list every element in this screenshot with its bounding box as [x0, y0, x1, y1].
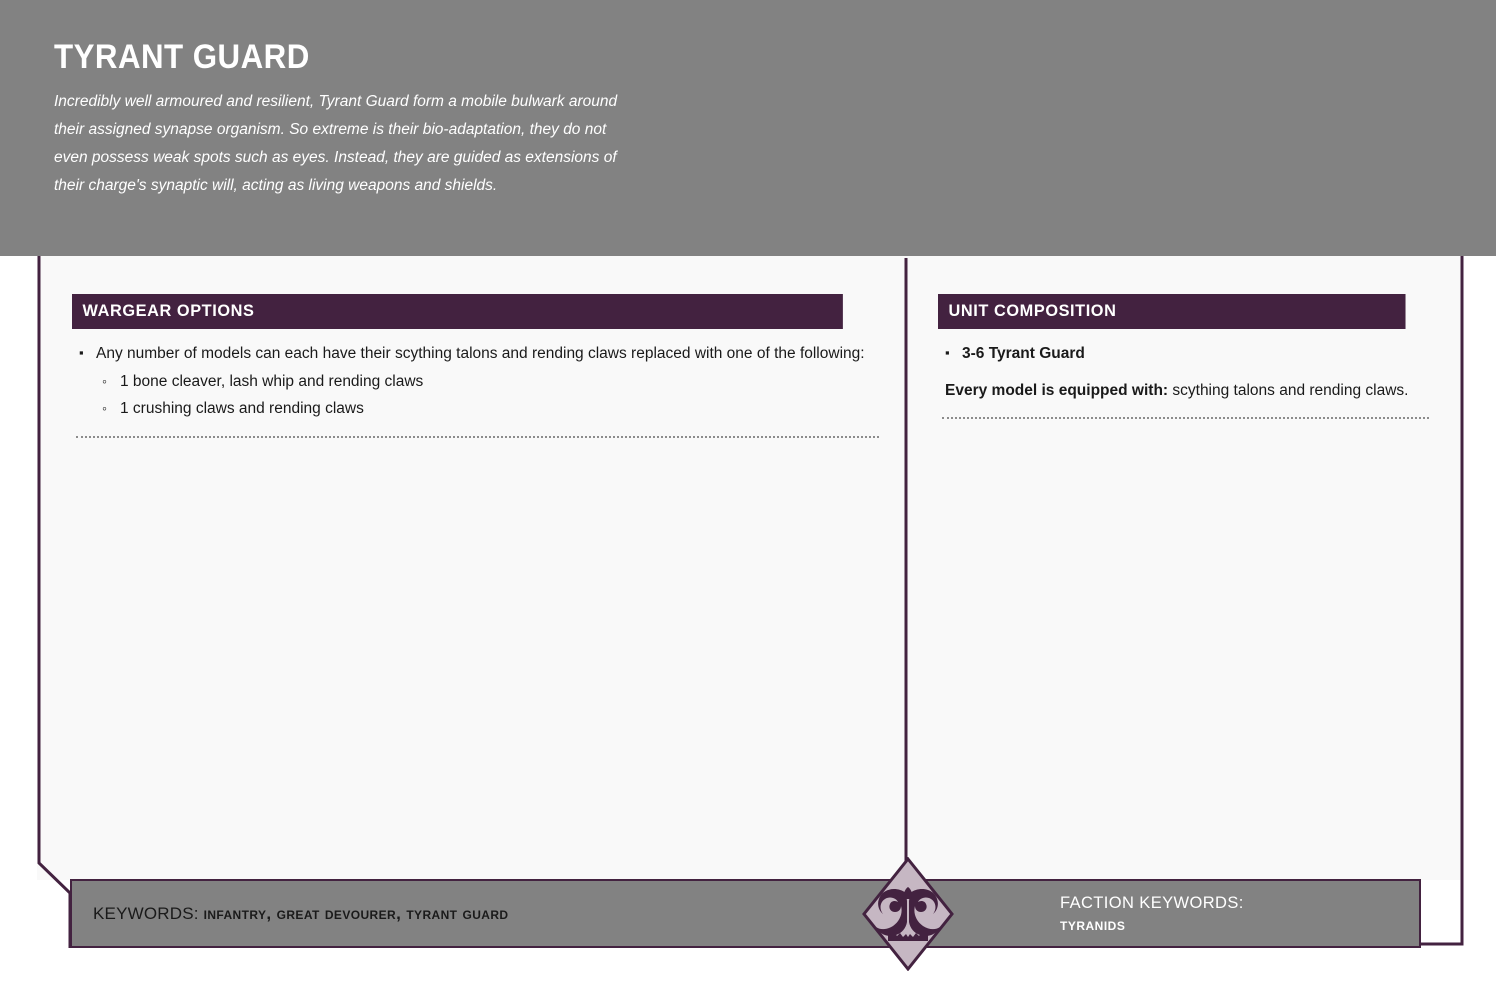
keywords-value: infantry, great devourer, tyrant guard: [203, 903, 509, 923]
wargear-options-list: [76, 342, 871, 422]
list-item: ◦ 1 bone cleaver, lash whip and rending claws: [96, 368, 871, 395]
unit-flavour-text: Incredibly well armoured and resilient, Tyrant Guard form a mobile bulwark around their assigned synapse organism. So extreme is their bio-adaptation, they do not even possess weak spots such as eyes. Instead, they are guided as extensions of their charge's synaptic will, acting as living weapons and shields.: [54, 93, 618, 194]
datasheet-columns: [0, 256, 1496, 880]
faction-keywords-text: [1060, 892, 1244, 936]
list-item: ◦ 1 crushing claws and rending claws: [96, 395, 871, 422]
equipped-with-label: Every model is equipped with:: [945, 382, 1169, 399]
list-item: ▪ 3-6 Tyrant Guard: [942, 342, 1421, 365]
equipped-with-line: [945, 379, 1421, 403]
emblem-diamond: [864, 859, 952, 969]
unit-composition-header: UNIT COMPOSITION: [938, 294, 1406, 329]
faction-keywords-label: FACTION KEYWORDS:: [1060, 893, 1244, 912]
wargear-options-body: [72, 329, 875, 438]
unit-composition-list: [942, 342, 1421, 365]
keywords-label: KEYWORDS:: [93, 903, 204, 923]
keywords-text: [93, 904, 509, 924]
unit-composition-panel: [938, 294, 1425, 419]
tyranids-emblem-icon: [862, 857, 954, 971]
wargear-options-header: WARGEAR OPTIONS: [72, 294, 843, 329]
wargear-options-panel: [72, 294, 875, 438]
section-divider: [76, 436, 879, 438]
section-divider: [942, 417, 1429, 419]
unit-header-banner: [0, 0, 1496, 256]
faction-keywords-value: tyranids: [1060, 915, 1126, 934]
keywords-bar: [70, 879, 1421, 948]
unit-composition-body: [938, 329, 1425, 419]
wargear-suboptions-list: [96, 368, 871, 422]
page-title: TYRANT GUARD: [54, 38, 310, 76]
list-item: [76, 342, 871, 422]
wargear-option-text: Any number of models can each have their scything talons and rending claws replaced with one of the following:: [96, 345, 865, 362]
equipped-with-value: scything talons and rending claws.: [1168, 382, 1409, 399]
